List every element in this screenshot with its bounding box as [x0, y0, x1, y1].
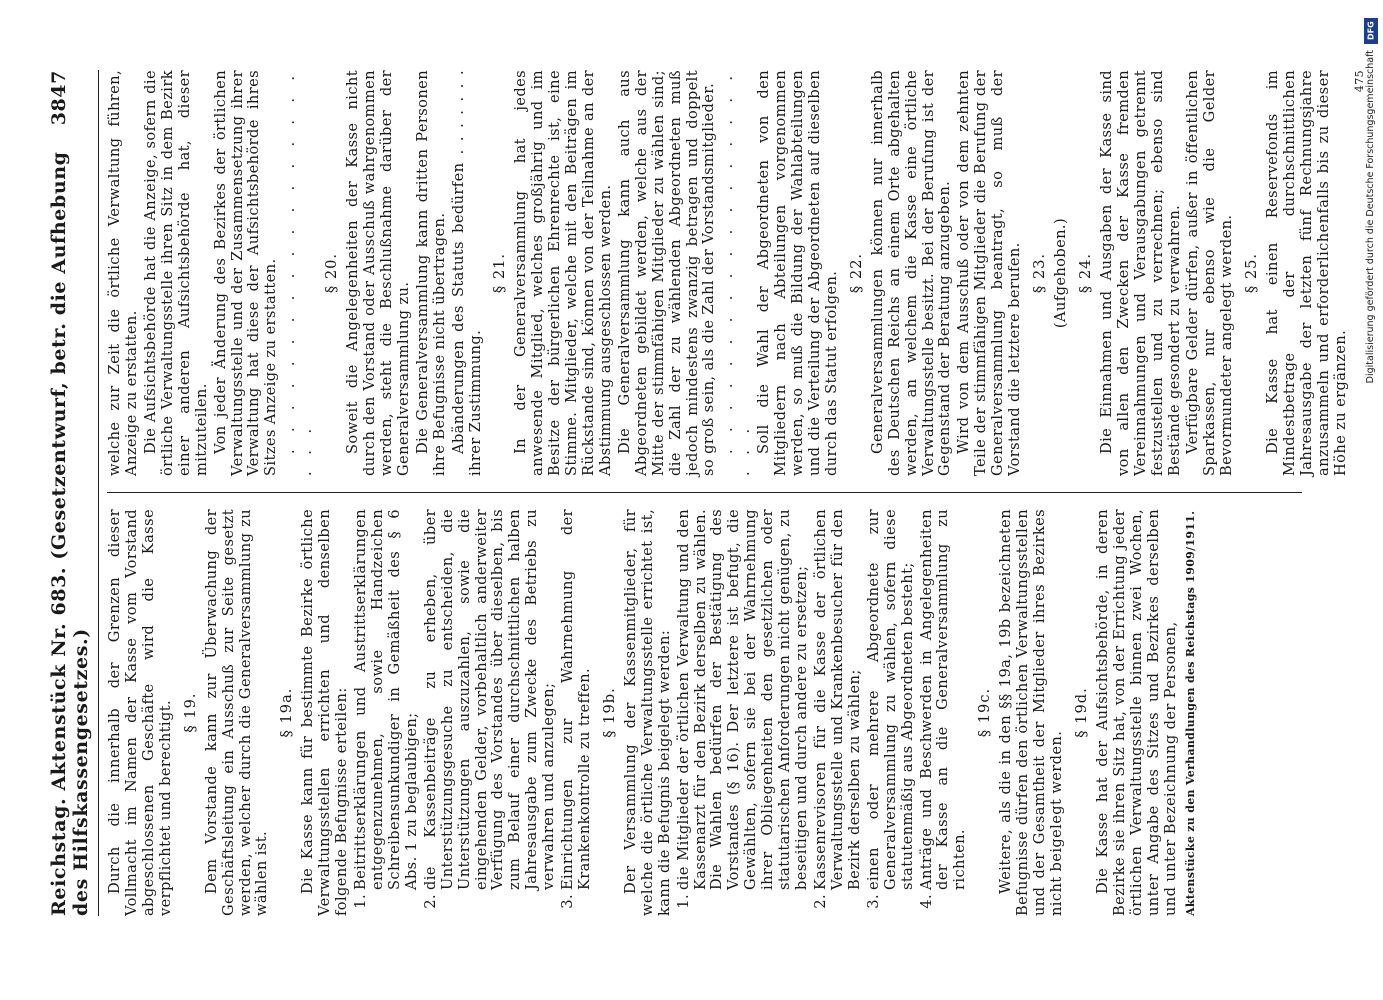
paragraph: In der Generalversammlung hat jedes anwesende Mitglied, welches großjährig und im Besitze der bürgerlichen Ehrenrechte ist, eine Stimme. Mitglieder, welche mit den Beiträgen im Rückstande sind, können von der Teilnahme an der Abstimmung ausgeschlossen werden. [512, 70, 614, 476]
section-heading: § 19c. [976, 687, 994, 738]
page-number: 3847 [48, 70, 70, 126]
section-heading: § 25. [1243, 252, 1261, 294]
list-item [560, 509, 594, 916]
dfg-logo: DFG [1364, 18, 1378, 44]
section-heading: § 21. [491, 252, 509, 294]
list-text: einen oder mehrere Abgeordnete zur Generalversammlung zu wählen, sofern diese statutenmäßig aus Abgeordneten besteht; [864, 509, 916, 890]
list-number: 2. [421, 894, 439, 909]
paragraph: Dem Vorstande kann zur Überwachung der Geschäftsleitung ein Ausschuß zur Seite gesetzt werden, welcher durch die Generalversammlung zu wählen ist. [202, 509, 271, 916]
list-text: die Mitglieder der örtlichen Verwaltung und den Kassenarzt für den Bezirk derselben zu wählen. Die Wahlen bedürfen der Bestätigung des Vorstandes (§ 16). Der letztere ist befugt, die Gewählten, sofern sie bei der Wahrnehmung ihrer Obliegenheiten den gesetzlichen oder statutarischen Anforderungen nicht genügen, zu beseitigen und durch andere zu ersetzen; [674, 509, 811, 890]
list-item [866, 509, 917, 916]
list-number: 2. [812, 894, 830, 909]
paragraph: Die Aufsichtsbehörde hat die Anzeige, sofern die örtliche Verwaltungsstelle ihren Sitz in dem Bezirk einer anderen Aufsichtsbehörde hat, dieser mitzuteilen. [141, 70, 210, 476]
list-number: 1. [674, 894, 692, 909]
paragraph: Von jeder Änderung des Bezirkes der örtlichen Verwaltungsstelle und der Zusammensetzung ihrer Verwaltung hat diese der Aufsichtsbehörde ihres Sitzes Anzeige zu erstatten. [211, 70, 280, 476]
section-heading: § 19a. [278, 687, 296, 738]
paragraph: Abänderungen des Statuts bedürfen . . . . . . . ihrer Zustimmung. [449, 70, 484, 476]
digitization-margin-note [1362, 10, 1382, 990]
list-number: 1. [352, 894, 370, 909]
paragraph: Durch die innerhalb der Grenzen dieser Vollmacht im Namen der Kasse vom Vorstand abgeschlossenen Geschäfte wird die Kasse verpflichtet und berechtigt. [106, 509, 174, 916]
left-column [107, 493, 1302, 916]
paragraph: Die Kasse kann für bestimmte Bezirke örtliche Verwaltungsstellen errichten und denselben folgende Befugnisse erteilen: [299, 509, 351, 916]
omission-dots: . . . . . . . . . . . . . . . . . . . . . [281, 70, 316, 476]
paragraph: Der Versammlung der Kassenmitglieder, für welche die örtliche Verwaltungsstelle errichtet ist, kann die Befugnis beigelegt werden: [621, 509, 673, 916]
paragraph: Generalversammlungen können nur innerhalb des Deutschen Reichs an einem Orte abgehalten werden, an welchem die Kasse eine örtliche Verwaltungsstelle besitzt. Bei der Berufung ist der Gegenstand der Beratung anzugeben. [868, 70, 954, 476]
list-number: 3. [864, 894, 882, 909]
section-heading: § 19. [181, 692, 199, 733]
section-heading: § 19d. [1072, 687, 1090, 738]
folio-number: 475 [1352, 70, 1366, 93]
section-heading: § 23. [1031, 252, 1049, 294]
right-column [106, 70, 1366, 493]
list-number: 4. [917, 894, 935, 909]
paragraph: Soweit die Angelegenheiten der Kasse nicht durch den Vorstand oder Ausschuß wahrgenommen werden, steht die Beschlußnahme darüber der Generalversammlung zu. [344, 70, 412, 476]
text-columns [106, 70, 1366, 916]
list-item [676, 509, 811, 916]
paragraph: Verfügbare Gelder dürfen, außer in öffentlichen Sparkassen, nur ebenso wie die Gelder Bevormundeter angelegt werden. [1184, 70, 1236, 476]
paragraph: Die Kasse hat der Aufsichtsbehörde, in deren Bezirke sie ihren Sitz hat, von der Errichtung jeder örtlichen Verwaltungsstelle binnen zwei Wochen, unter Angabe des Sitzes und Bezirkes derselben und unter Bezeichnung der Personen, [1093, 509, 1179, 916]
section-heading: § 19b. [600, 687, 618, 738]
paragraph: Die Einnahmen und Ausgaben der Kasse sind von allen den Zwecken der Kasse fremden Vereinnahmungen und Verausgabungen getrennt festzustellen und zu verrechnen; ebenso sind Bestände gesondert zu verwahren. [1097, 70, 1183, 476]
list-item [353, 509, 421, 916]
list-number: 3. [559, 894, 577, 909]
list-text: Anträge und Beschwerden in Angelegenheiten der Kasse an die Generalversammlung zu richten. [917, 509, 969, 890]
list-item [919, 509, 970, 916]
paragraph: Die Generalversammlung kann auch aus Abgeordneten gebildet werden, welche aus der Mitte der stimmfähigen Mitglieder zu wählen sind; die Zahl der zu wählenden Abgeordneten muß jedoch mindestens zwanzig betragen und doppelt so groß sein, als die Zahl der Vorstandsmitglieder. [615, 70, 718, 476]
section-heading: § 20. [323, 252, 341, 294]
funding-note: Digitalisierung gefördert durch die Deutsche Forschungsgemeinschaft [1365, 50, 1376, 384]
list-item [423, 509, 558, 916]
footer-note: Aktenstücke zu den Verhandlungen des Reichstags 1909/1911. [1184, 510, 1198, 916]
list-text: Beitrittserklärungen und Austrittserklärungen entgegenzunehmen, sowie Handzeichen Schreibensunkundiger in Gemäßheit des § 6 Abs. 1 zu beglaubigen; [352, 509, 420, 890]
section-heading: § 22. [847, 252, 865, 294]
header-rule [98, 70, 99, 916]
section-subtitle: (Aufgehoben.) [1052, 217, 1069, 329]
paragraph: Die Generalversammlung kann dritten Personen ihre Befugnisse nicht übertragen. [413, 70, 448, 476]
omission-dots: . . . . . . . . . . . . . . . . . . . . . [719, 70, 754, 476]
paragraph: welche zur Zeit die örtliche Verwaltung führen, Anzeige zu erstatten. [106, 70, 140, 476]
paragraph: Weitere, als die in den §§ 19a, 19b bezeichneten Befugnisse dürfen den örtlichen Verwaltungsstellen und der Gesamtheit der Mitglieder ihres Bezirkes nicht beigelegt werden. [997, 509, 1065, 916]
page-header [48, 70, 98, 916]
list-item [813, 509, 864, 916]
paragraph: Soll die Wahl der Abgeordneten von den Mitgliedern nach Abteilungen vorgenommen werden, so muß die Bildung der Wahlabteilungen und die Verteilung der Abgeordneten auf dieselben durch das Statut erfolgen. [755, 70, 840, 476]
list-text: die Kassenbeiträge zu erheben, über Unterstützungsgesuche zu entscheiden, die Unterstützungen auszuzahlen, sowie die eingehenden Gelder, vorbehaltlich anderweiter Verfügung des Vorstandes über dieselben, bis zum Belauf einer durchschnittlichen halben Jahresausgabe zum Zwecke des Betriebs zu verwahren und anzulegen; [421, 509, 558, 890]
section-heading: § 24. [1076, 252, 1094, 294]
list-text: Kassenrevisoren für die Kasse der örtlichen Verwaltungsstelle und Krankenbesucher für den Bezirk derselben zu wählen; [812, 509, 863, 890]
list-text: Einrichtungen zur Wahrnehmung der Krankenkontrolle zu treffen. [559, 509, 594, 890]
header-title: Reichstag. Aktenstück Nr. 683. (Gesetzentwurf, betr. die Aufhebung des Hilfskassengesetzes.) [48, 151, 93, 916]
paragraph: Die Kasse hat einen Reservefonds im Mindestbetrage der durchschnittlichen Jahresausgabe der letzten fünf Rechnungsjahre anzusammeln und erforderlichenfalls bis zu dieser Höhe zu ergänzen. [1264, 70, 1349, 476]
paragraph: Wird von dem Ausschuß oder von dem zehnten Teile der stimmfähigen Mitglieder die Berufung der Generalversammlung beantragt, so muß der Vorstand die letztere berufen. [955, 70, 1024, 476]
